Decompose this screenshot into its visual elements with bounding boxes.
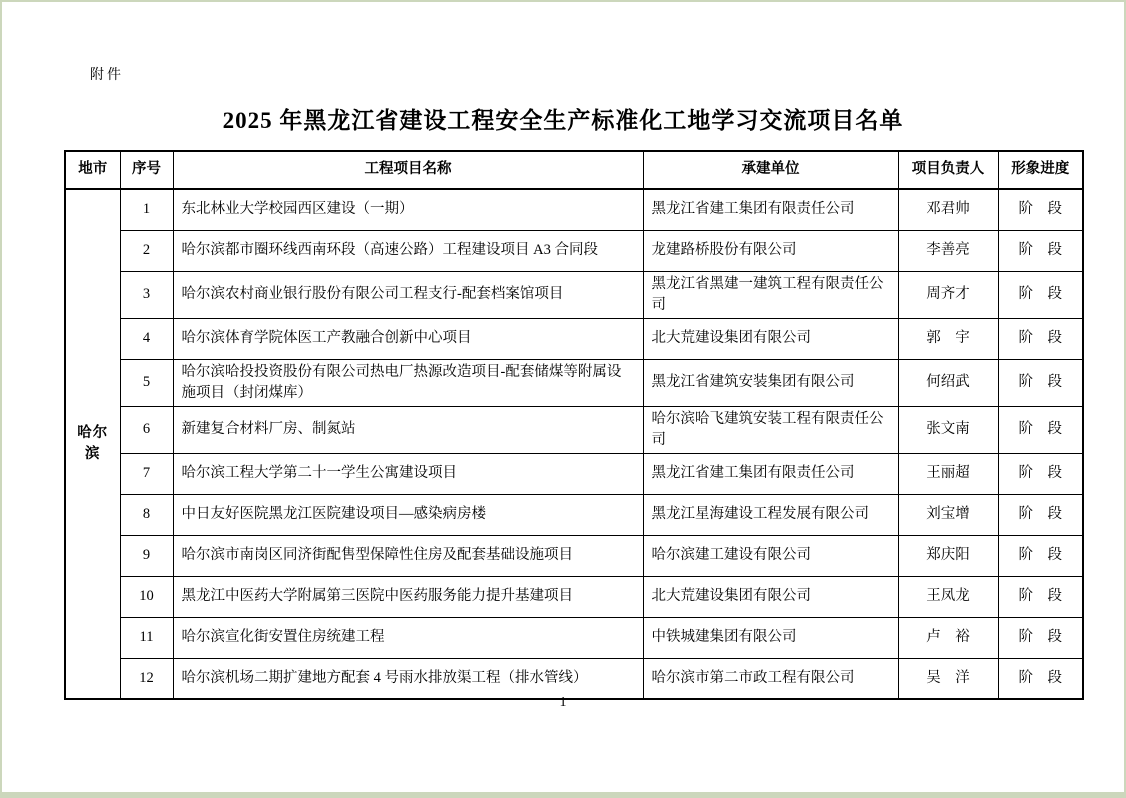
serial-cell: 11 [120,617,173,658]
leader-cell: 张文南 [898,406,998,453]
contractor-cell: 中铁城建集团有限公司 [643,617,898,658]
progress-cell: 阶 段 [998,230,1083,271]
progress-cell: 阶 段 [998,271,1083,318]
contractor-cell: 哈尔滨建工建设有限公司 [643,535,898,576]
serial-cell: 8 [120,494,173,535]
leader-cell: 王丽超 [898,453,998,494]
contractor-cell: 黑龙江省建筑安装集团有限公司 [643,359,898,406]
project-name-cell: 哈尔滨宣化街安置住房统建工程 [173,617,643,658]
attachment-label: 附件 [90,68,124,83]
header-cell-no: 序号 [120,151,173,189]
progress-cell: 阶 段 [998,318,1083,359]
table-row [65,494,1083,535]
project-name-cell: 哈尔滨体育学院体医工产教融合创新中心项目 [173,318,643,359]
document-title: 2025 年黑龙江省建设工程安全生产标准化工地学习交流项目名单 [222,108,904,133]
project-name-cell: 哈尔滨都市圈环线西南环段（高速公路）工程建设项目 A3 合同段 [173,230,643,271]
leader-cell: 吴 洋 [898,658,998,699]
table-row [65,318,1083,359]
header-cell-leader: 项目负责人 [898,151,998,189]
header-cell-city: 地市 [65,151,120,189]
table-row [65,406,1083,453]
leader-cell: 何绍武 [898,359,998,406]
contractor-cell: 龙建路桥股份有限公司 [643,230,898,271]
serial-cell: 6 [120,406,173,453]
leader-cell: 郑庆阳 [898,535,998,576]
header-cell-project: 工程项目名称 [173,151,643,189]
progress-cell: 阶 段 [998,617,1083,658]
serial-cell: 9 [120,535,173,576]
progress-cell: 阶 段 [998,406,1083,453]
serial-cell: 7 [120,453,173,494]
progress-cell: 阶 段 [998,576,1083,617]
project-name-cell: 新建复合材料厂房、制氮站 [173,406,643,453]
table-row [65,453,1083,494]
project-name-cell: 东北林业大学校园西区建设（一期） [173,189,643,230]
header-cell-contractor: 承建单位 [643,151,898,189]
table-row [65,576,1083,617]
progress-cell: 阶 段 [998,658,1083,699]
project-name-cell: 黑龙江中医药大学附属第三医院中医药服务能力提升基建项目 [173,576,643,617]
page-number: 1 [559,695,567,710]
leader-cell: 邓君帅 [898,189,998,230]
contractor-cell: 黑龙江省建工集团有限责任公司 [643,453,898,494]
leader-cell: 郭 宇 [898,318,998,359]
serial-cell: 4 [120,318,173,359]
serial-cell: 1 [120,189,173,230]
progress-cell: 阶 段 [998,359,1083,406]
serial-cell: 5 [120,359,173,406]
contractor-cell: 北大荒建设集团有限公司 [643,576,898,617]
serial-cell: 12 [120,658,173,699]
serial-cell: 2 [120,230,173,271]
project-name-cell: 哈尔滨机场二期扩建地方配套 4 号雨水排放渠工程（排水管线） [173,658,643,699]
table-header-row [65,151,1083,189]
contractor-cell: 黑龙江省建工集团有限责任公司 [643,189,898,230]
contractor-cell: 北大荒建设集团有限公司 [643,318,898,359]
project-name-cell: 哈尔滨市南岗区同济街配售型保障性住房及配套基础设施项目 [173,535,643,576]
serial-cell: 3 [120,271,173,318]
table-row [65,617,1083,658]
leader-cell: 李善亮 [898,230,998,271]
progress-cell: 阶 段 [998,535,1083,576]
leader-cell: 卢 裕 [898,617,998,658]
leader-cell: 周齐才 [898,271,998,318]
table-row [65,658,1083,699]
table-row [65,189,1083,230]
progress-cell: 阶 段 [998,453,1083,494]
contractor-cell: 哈尔滨哈飞建筑安装工程有限责任公司 [643,406,898,453]
progress-cell: 阶 段 [998,494,1083,535]
project-name-cell: 哈尔滨农村商业银行股份有限公司工程支行-配套档案馆项目 [173,271,643,318]
contractor-cell: 黑龙江省黑建一建筑工程有限责任公司 [643,271,898,318]
serial-cell: 10 [120,576,173,617]
progress-cell: 阶 段 [998,189,1083,230]
project-name-cell: 中日友好医院黑龙江医院建设项目—感染病房楼 [173,494,643,535]
leader-cell: 刘宝增 [898,494,998,535]
projects-table [64,150,1084,700]
table-row [65,535,1083,576]
table-row [65,271,1083,318]
contractor-cell: 黑龙江星海建设工程发展有限公司 [643,494,898,535]
contractor-cell: 哈尔滨市第二市政工程有限公司 [643,658,898,699]
table-row [65,230,1083,271]
project-name-cell: 哈尔滨工程大学第二十一学生公寓建设项目 [173,453,643,494]
city-cell: 哈尔滨 [65,189,120,699]
project-name-cell: 哈尔滨哈投投资股份有限公司热电厂热源改造项目-配套储煤等附属设施项目（封闭煤库） [173,359,643,406]
header-cell-progress: 形象进度 [998,151,1083,189]
table-row [65,359,1083,406]
leader-cell: 王凤龙 [898,576,998,617]
